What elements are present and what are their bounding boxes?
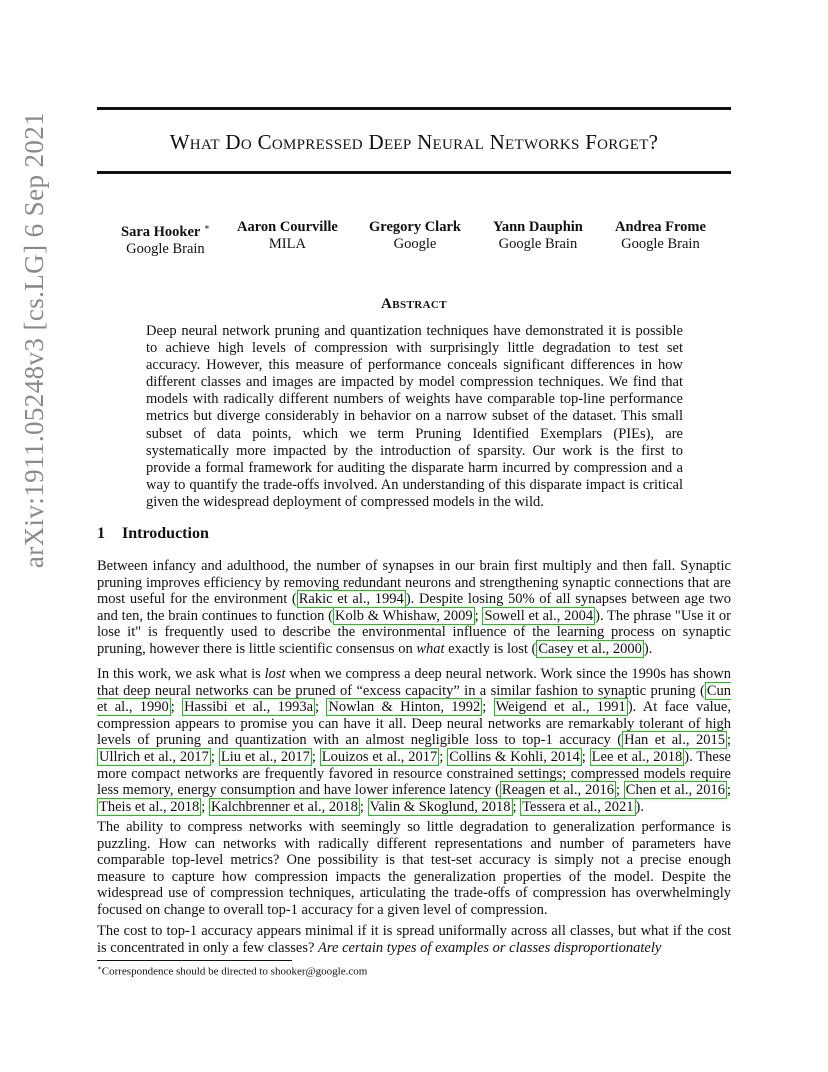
- citation-link[interactable]: Hassibi et al., 1993a: [184, 699, 314, 716]
- citation-link[interactable]: Sowell et al., 2004: [484, 607, 594, 624]
- citation-link[interactable]: Nowlan & Hinton, 1992: [328, 699, 481, 716]
- paper-title: What Do Compressed Deep Neural Networks Forget?: [169, 130, 659, 154]
- author-affiliation: Google Brain: [498, 236, 578, 252]
- section-heading: [97, 525, 209, 543]
- abstract-text: Deep neural network pruning and quantization techniques have demonstrated it is possible to achieve high levels of compression with surprisingly little degradation to test set accuracy. However, this measure of performance conceals significant differences in how different classes and images are impacted by model compression techniques. We find that models with radically different numbers of weights have comparable top-line performance metrics but diverge considerably in behavior on a narrow subset of the dataset. This small subset of data points, which we term Pruning Identified Exemplars (PIEs), are systematically more impacted by the introduction of sparsity. Our work is the first to provide a formal framework for auditing the disparate harm incurred by compression and a way to quantify the trade-offs involved. An understanding of this disparate impact is critical given the widespread deployment of compressed models in the wild.: [146, 323, 683, 510]
- citation-link[interactable]: Casey et al., 2000: [538, 640, 642, 657]
- paragraph-3: The ability to compress networks with seemingly so little degradation to generalization performance is puzzling. How can networks with radically different representations and number of parameters have comparable top-level metrics? One possibility is that test-set accuracy is simply not a precise enough measure to capture how compression impacts the generalization properties of the model. Despite the widespread use of compression techniques, articulating the trade-offs of compression has overwhelmingly focused on change to overall top-1 accuracy for a given level of compression.: [97, 819, 731, 918]
- footnote: ∗Correspondence should be directed to shooker@google.com: [97, 964, 368, 978]
- paragraph-1: Between infancy and adulthood, the number of synapses in our brain first multiply and then fall. Synaptic pruning improves efficiency by removing redundant neurons and strengthening synaptic connections that are most useful for the environment ( Rakic et al., 1994 ). Despite losing 50% of all synapses between age two and ten, the brain continues to function ( Kolb & Whishaw, 2009 ; Sowell et al., 2004 ). The phrase "Use it or lose it" is frequently used to describe the environmental influence of the learning process on synaptic pruning, however there is little scientific consensus on what exactly is lost ( Casey et al., 2000 ).: [97, 558, 732, 657]
- citation-link[interactable]: Weigend et al., 1991: [495, 699, 626, 716]
- citation-link[interactable]: Cun et al., 1990: [97, 682, 731, 716]
- citation-link[interactable]: Louizos et al., 2017: [321, 748, 438, 765]
- citation-link[interactable]: Chen et al., 2016: [625, 782, 725, 799]
- author-affiliation: Google Brain: [126, 240, 205, 257]
- abstract-heading: Abstract: [381, 296, 447, 312]
- citation-link[interactable]: Collins & Kohli, 2014: [449, 748, 580, 765]
- author-block: [369, 219, 461, 253]
- citation-link[interactable]: Han et al., 2015: [624, 732, 725, 749]
- author-name: Andrea Frome: [615, 219, 706, 235]
- author-block: [121, 219, 210, 258]
- author-affiliation: Google Brain: [621, 236, 700, 252]
- author-name: Aaron Courville: [237, 219, 338, 235]
- citation-link[interactable]: Valin & Skoglund, 2018: [369, 798, 511, 815]
- author-name: Gregory Clark: [369, 219, 461, 235]
- citation-link[interactable]: Theis et al., 2018: [99, 798, 200, 815]
- section-number: 1: [97, 525, 105, 542]
- citation-link[interactable]: Kalchbrenner et al., 2018: [210, 798, 358, 815]
- section-title: Introduction: [122, 525, 209, 542]
- author-affiliation: Google: [393, 236, 437, 252]
- arxiv-stamp: arXiv:1911.05248v3 [cs.LG] 6 Sep 2021: [19, 111, 49, 569]
- citation-link[interactable]: Liu et al., 2017: [220, 748, 310, 765]
- citation-link[interactable]: Tessera et al., 2021: [522, 798, 634, 815]
- citation-link[interactable]: Reagen et al., 2016: [501, 782, 614, 799]
- footnote-rule: [97, 960, 292, 961]
- author-block: [237, 219, 338, 253]
- paragraph-2: In this work, we ask what is lost when we compress a deep neural network. Work since the 1990s has shown that deep neural networks can be pruned of “excess capacity” in a similar fashion to synaptic pruning ( Cun et al., 1990 ; Hassibi et al., 1993a ; Nowlan & Hinton, 1992 ; Weigend et al., 1991 ). At face value, compression appears to promise you can have it all. Deep neural networks are remarkably tolerant of high levels of pruning and quantization with an almost negligible loss to top-1 accuracy ( Han et al., 2015 ; Ullrich et al., 2017 ; Liu et al., 2017 ; Louizos et al., 2017 ; Collins & Kohli, 2014 ; Lee et al., 2018 ). These more compact networks are frequently favored in resource constrained settings; compressed models require less memory, energy consumption and have lower inference latency ( Reagen et al., 2016 ; Chen et al., 2016 ; Theis et al., 2018 ; Kalchbrenner et al., 2018 ; Valin & Skoglund, 2018 ; Tessera et al., 2021 ).: [97, 666, 731, 815]
- author-affiliation: MILA: [268, 236, 306, 252]
- author-block: [493, 219, 583, 253]
- citation-link[interactable]: Rakic et al., 1994: [298, 591, 404, 608]
- citation-link[interactable]: Kolb & Whishaw, 2009: [334, 607, 473, 624]
- paragraph-4: The cost to top-1 accuracy appears minimal if it is spread uniformally across all classes, but what if the cost is concentrated in only a few classes? Are certain types of examples or classes disproportionately: [97, 923, 731, 956]
- title-bottom-rule: [97, 171, 731, 174]
- title-top-rule: [97, 107, 731, 110]
- citation-link[interactable]: Lee et al., 2018: [591, 748, 683, 765]
- author-name: Sara Hooker ∗: [121, 222, 210, 240]
- citation-link[interactable]: Ullrich et al., 2017: [99, 748, 209, 765]
- author-name: Yann Dauphin: [493, 219, 583, 235]
- author-block: [615, 219, 706, 253]
